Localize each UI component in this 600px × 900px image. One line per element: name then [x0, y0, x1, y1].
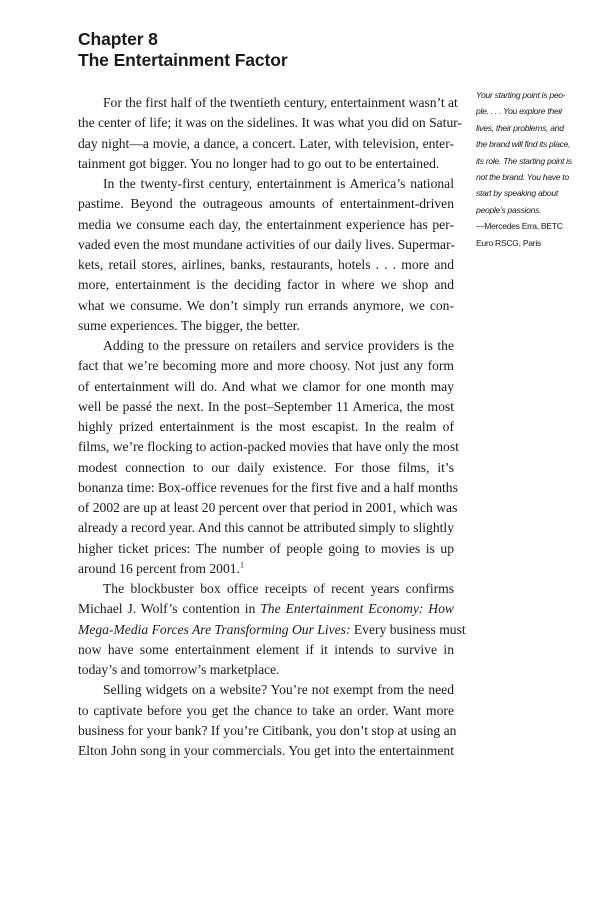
text-line — [78, 498, 458, 518]
text-segment: now have some entertainment element if it intends to survive in — [78, 641, 454, 657]
text-line — [78, 437, 459, 457]
text-line — [78, 478, 458, 498]
text-line — [78, 458, 454, 478]
text-line — [78, 701, 454, 721]
text-segment: Michael J. Wolf’s contention in — [78, 601, 261, 617]
text-segment: more, entertainment is the deciding factor in where we shop and — [78, 277, 454, 293]
quote-line: people’s passions. — [476, 204, 542, 215]
text-line — [78, 255, 454, 275]
quote-line: not the brand. You have to — [476, 172, 569, 183]
text-segment: vaded even the most mundane activities of our daily lives. Supermar- — [78, 236, 455, 252]
chapter-title: The Entertainment Factor — [78, 50, 288, 70]
quote-attribution: Euro RSCG, Paris — [476, 237, 541, 248]
text-line — [78, 316, 454, 336]
sidebar-quote — [476, 87, 586, 251]
text-line — [78, 640, 454, 660]
quote-attribution: —Mercedes Erra, BETC — [476, 221, 563, 232]
text-segment: highly prized entertainment is the most escapist. In the realm of — [78, 419, 454, 434]
text-line — [78, 215, 454, 235]
text-segment: already a record year. And this cannot be attributed simply to slightly — [78, 520, 454, 536]
text-segment: the center of life; it was on the sidelines. It was what you did on Satur- — [78, 115, 463, 131]
text-segment: business for your bank? If you’re Citibank, you don’t stop at using an — [78, 722, 457, 738]
quote-line: start by speaking about — [476, 188, 558, 199]
footnote-ref: 1 — [239, 560, 244, 570]
text-segment: Elton John song in your commercials. You get into the entertainment — [78, 743, 454, 758]
text-segment: today’s and tomorrow’s marketplace. — [78, 662, 280, 677]
quote-line: its role. The starting point is — [476, 155, 572, 166]
text-segment: In the twenty-first century, entertainment is America’s national — [103, 176, 454, 191]
text-line — [78, 356, 454, 376]
text-line — [78, 721, 457, 741]
text-segment: well be passé the next. In the post–September 11 America, the most — [78, 398, 454, 414]
quote-line: lives, their problems, and — [476, 122, 564, 133]
text-line — [78, 660, 454, 680]
text-line — [78, 559, 454, 579]
text-line — [78, 235, 454, 255]
text-segment: bonanza time: Box-office revenues for the first five and a half months — [78, 479, 458, 495]
text-line — [78, 296, 454, 316]
book-title: The Entertainment Economy: How — [260, 601, 454, 617]
text-line — [78, 113, 463, 133]
text-segment: higher ticket prices: The number of people going to movies is up — [78, 540, 454, 556]
text-segment: to captivate before you get the chance to take an order. Want more — [78, 702, 454, 718]
text-line — [78, 336, 454, 356]
body-text — [78, 93, 466, 761]
text-segment: fact that we’re becoming more and more choosy. Not just any form — [78, 358, 454, 374]
text-segment: of entertainment will do. And what we clamor for one month may — [78, 378, 454, 394]
text-segment: kets, retail stores, airlines, banks, restaurants, hotels . . . more and — [78, 257, 454, 272]
quote-line: the brand will find its place, — [476, 139, 571, 150]
text-segment: what we consume. We don’t simply run errands anymore, we con- — [78, 297, 454, 313]
text-line — [78, 518, 454, 538]
text-line — [78, 579, 454, 599]
text-segment: day night—a movie, a dance, a concert. Later, with television, enter- — [78, 135, 454, 151]
text-segment: Selling widgets on a website? You’re not exempt from the need — [103, 682, 454, 698]
text-line — [78, 275, 454, 295]
text-segment: sume experiences. The bigger, the better. — [78, 317, 300, 333]
text-segment: modest connection to our daily existence. For those films, it’s — [78, 459, 454, 475]
text-line — [78, 539, 454, 559]
text-segment: The blockbuster box office receipts of recent years confirms — [103, 581, 454, 596]
text-line — [78, 134, 454, 154]
text-segment: of 2002 are up at least 20 percent over that period in 2001, which was — [78, 500, 458, 515]
text-segment: Adding to the pressure on retailers and service providers is the — [103, 338, 454, 353]
text-line — [78, 397, 454, 417]
text-segment: pastime. Beyond the outrageous amounts of entertainment-driven — [78, 196, 454, 212]
text-line — [78, 599, 454, 619]
text-segment: around 16 percent from 2001. — [78, 560, 240, 576]
text-line — [78, 174, 454, 194]
quote-line: Your starting point is peo- — [476, 90, 566, 100]
text-line — [78, 93, 458, 113]
text-segment: Every business must — [350, 621, 466, 637]
text-segment: media we consume each day, the entertainment experience has per- — [78, 216, 454, 232]
text-line — [78, 154, 454, 174]
quote-line: ple. . . . You explore their — [476, 106, 563, 117]
text-segment: films, we’re flocking to action-packed movies that have only the most — [78, 439, 459, 455]
text-line — [78, 194, 454, 214]
text-line — [78, 377, 454, 397]
text-segment: tainment got bigger. You no longer had to go out to be entertained. — [78, 155, 440, 171]
text-segment: For the first half of the twentieth century, entertainment wasn’t at — [103, 95, 458, 110]
text-line — [78, 417, 454, 437]
text-line — [78, 741, 454, 761]
book-title: Mega-Media Forces Are Transforming Our Lives: — [78, 621, 351, 637]
chapter-number: Chapter 8 — [78, 29, 158, 49]
text-line — [78, 620, 466, 640]
text-line — [78, 680, 454, 700]
